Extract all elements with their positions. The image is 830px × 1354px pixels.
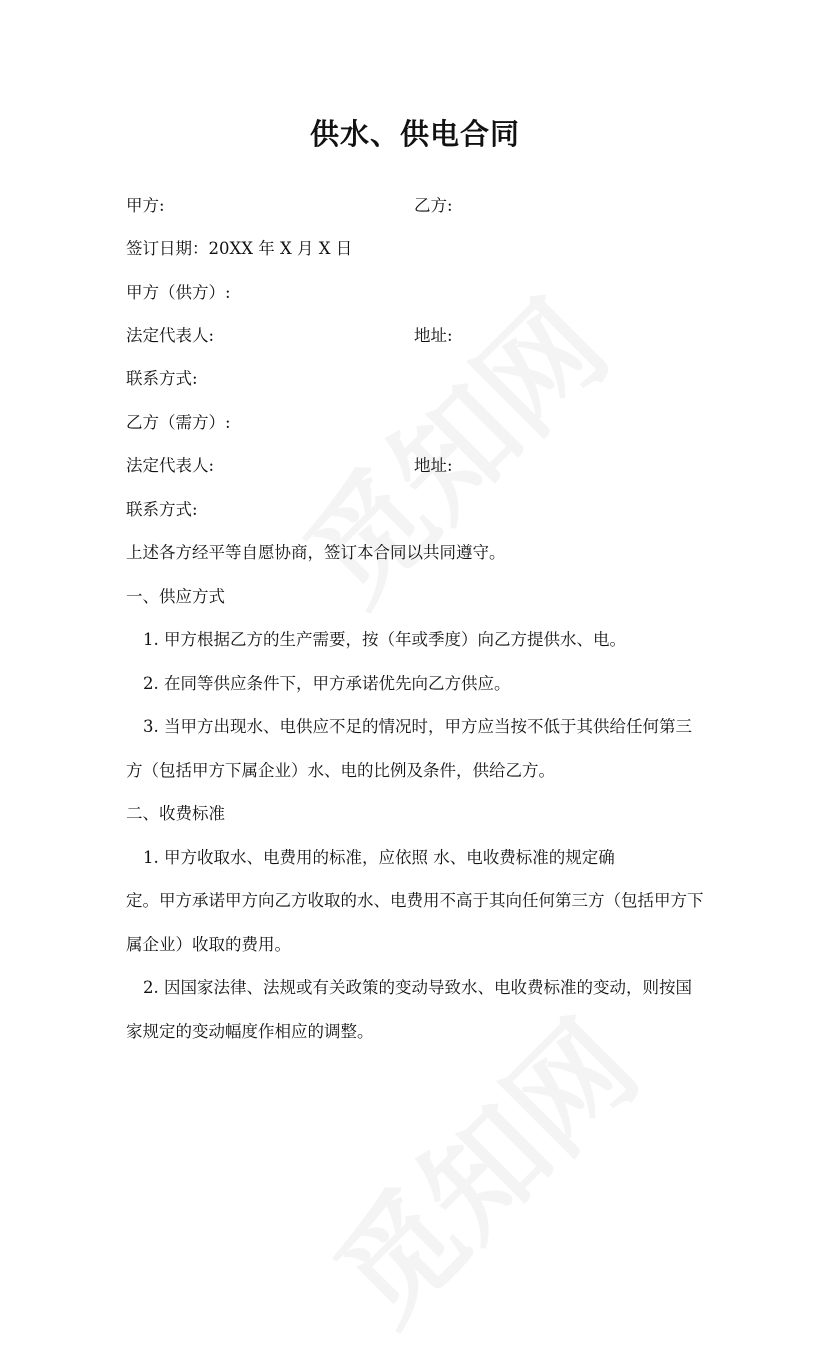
consumer-representative: 法定代表人: bbox=[126, 456, 215, 475]
section1-title: 一、供应方式 bbox=[126, 587, 225, 606]
party-b-label: 乙方: bbox=[414, 196, 453, 215]
preamble: 上述各方经平等自愿协商，签订本合同以共同遵守。 bbox=[126, 543, 506, 562]
supplier-contact: 联系方式: bbox=[126, 369, 198, 388]
sign-date: 签订日期：20XX 年 X 月 X 日 bbox=[126, 239, 353, 258]
consumer-contact: 联系方式: bbox=[126, 500, 198, 519]
section2-item2-line1: 2. 因国家法律、法规或有关政策的变动导致水、电收费标准的变动，则按国 bbox=[143, 978, 692, 997]
consumer-address: 地址: bbox=[414, 456, 453, 475]
party-a-label: 甲方: bbox=[126, 196, 165, 215]
section2-item1-line1: 1. 甲方收取水、电费用的标准，应依照 水、电收费标准的规定确 bbox=[143, 848, 615, 867]
document-title: 供水、供电合同 bbox=[309, 117, 520, 151]
section1-item1: 1. 甲方根据乙方的生产需要，按（年或季度）向乙方提供水、电。 bbox=[143, 630, 626, 649]
section1-item2: 2. 在同等供应条件下，甲方承诺优先向乙方供应。 bbox=[143, 674, 511, 693]
section2-item1-line2: 定。甲方承诺甲方向乙方收取的水、电费用不高于其向任何第三方（包括甲方下 bbox=[126, 891, 704, 910]
section2-title: 二、收费标准 bbox=[126, 804, 225, 823]
section1-item3-line1: 3. 当甲方出现水、电供应不足的情况时，甲方应当按不低于其供给任何第三 bbox=[143, 717, 692, 736]
section1-item3-line2: 方（包括甲方下属企业）水、电的比例及条件，供给乙方。 bbox=[126, 761, 555, 780]
consumer-heading: 乙方（需方）: bbox=[126, 413, 231, 432]
section2-item2-line2: 家规定的变动幅度作相应的调整。 bbox=[126, 1022, 374, 1041]
watermark bbox=[262, 258, 638, 634]
section2-item1-line3: 属企业）收取的费用。 bbox=[126, 935, 291, 954]
supplier-heading: 甲方（供方）: bbox=[126, 283, 231, 302]
supplier-address: 地址: bbox=[414, 326, 453, 345]
supplier-representative: 法定代表人: bbox=[126, 326, 215, 345]
